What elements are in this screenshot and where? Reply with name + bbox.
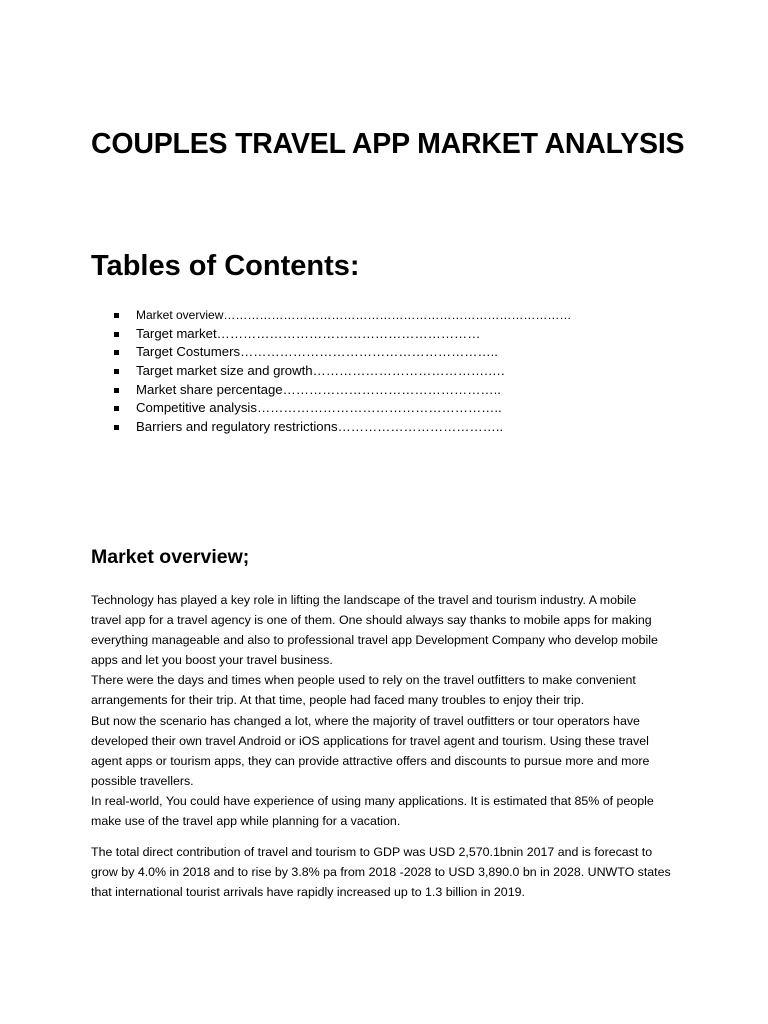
text-line: arrangements for their trip. At that time, people had faced many troubles to enjoy their trip. [91, 693, 585, 708]
toc-item-barriers[interactable] [112, 418, 571, 437]
square-bullet-icon [114, 406, 119, 411]
toc-item-market-size-growth[interactable] [112, 362, 571, 381]
square-bullet-icon [114, 425, 119, 430]
toc-leader-dots: ……………………………….. [337, 419, 504, 435]
square-bullet-icon [114, 350, 119, 355]
square-bullet-icon [114, 369, 119, 374]
text-line: grow by 4.0% in 2018 and to rise by 3.8% pa from 2018 -2028 to USD 3,890.0 bn in 2028. UNWTO states [91, 865, 671, 880]
toc-leader-dots: ………………………………………………….. [240, 344, 498, 360]
square-bullet-icon [114, 388, 119, 393]
text-line: make use of the travel app while planning for a vacation. [91, 814, 401, 829]
toc-item-label: Target market [136, 325, 217, 341]
toc-item-competitive-analysis[interactable] [112, 399, 571, 418]
toc-leader-dots: …………………………………………………… [216, 325, 481, 341]
toc-item-market-overview[interactable] [112, 306, 571, 325]
table-of-contents [112, 306, 571, 437]
toc-item-label: Barriers and regulatory restrictions [136, 419, 338, 435]
toc-item-target-costumers[interactable] [112, 343, 571, 362]
text-line: developed their own travel Android or iOS applications for travel agent and tourism. Using these travel [91, 733, 649, 748]
text-line: But now the scenario has changed a lot, where the majority of travel outfitters or tour operators have [91, 713, 640, 728]
toc-item-label: Competitive analysis [136, 400, 257, 416]
document-title: COUPLES TRAVEL APP MARKET ANALYSIS [91, 128, 685, 160]
toc-heading: Tables of Contents: [91, 250, 360, 282]
text-line: Technology has played a key role in lifting the landscape of the travel and tourism industry. A mobile [91, 593, 637, 607]
square-bullet-icon [114, 332, 119, 337]
text-line: There were the days and times when people used to rely on the travel outfitters to make convenient [91, 673, 636, 688]
toc-leader-dots: ………………………………….…. [312, 363, 505, 379]
text-line: apps and let you boost your travel business. [91, 653, 333, 668]
toc-item-label: Market overview [136, 308, 224, 322]
toc-item-label: Target market size and growth [136, 363, 313, 379]
toc-item-target-market[interactable] [112, 325, 571, 344]
square-bullet-icon [114, 313, 119, 318]
toc-leader-dots: ……………………………………………….. [256, 400, 502, 416]
text-line: travel app for a travel agency is one of them. One should always say thanks to mobile apps for making [91, 613, 652, 628]
market-overview-paragraph [91, 590, 691, 831]
toc-leader-dots: …………………………………………………………………………… [223, 308, 572, 322]
text-line: possible travellers. [91, 773, 194, 788]
gdp-contribution-paragraph [91, 842, 691, 902]
toc-item-label: Market share percentage [136, 381, 283, 397]
text-line: that international tourist arrivals have rapidly increased up to 1.3 billion in 2019. [91, 885, 525, 900]
text-line: The total direct contribution of travel and tourism to GDP was USD 2,570.1bnin 2017 and is forecast to [91, 845, 653, 859]
section-heading-market-overview: Market overview; [91, 546, 250, 568]
text-line: In real-world, You could have experience of using many applications. It is estimated that 85% of people [91, 793, 654, 808]
text-line: everything manageable and also to professional travel app Development Company who develop mobile [91, 633, 658, 648]
text-line: agent apps or tourism apps, they can provide attractive offers and discounts to pursue more and more [91, 753, 650, 768]
toc-item-label: Target Costumers [136, 344, 241, 360]
toc-leader-dots: ………………………………………….. [282, 381, 501, 397]
toc-item-market-share[interactable] [112, 381, 571, 400]
